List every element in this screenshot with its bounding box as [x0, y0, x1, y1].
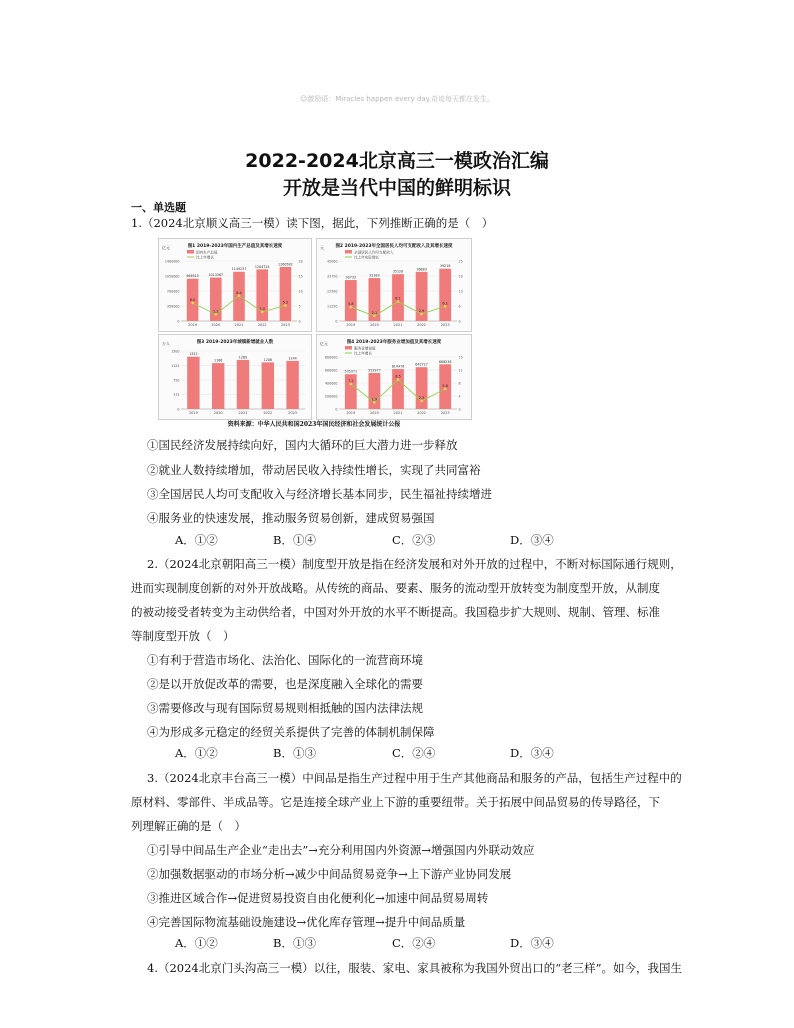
document-title: 2022-2024北京高三一模政治汇编	[245, 150, 549, 172]
q3-option-c[interactable]: C．②④	[392, 936, 436, 950]
y2-tick-label: 0	[458, 407, 461, 412]
legend-swatch-bar	[345, 346, 352, 350]
bar	[212, 363, 224, 409]
y-tick-label: 800000	[324, 355, 338, 360]
y-tick-label: 0	[335, 407, 338, 412]
chart-gdp	[159, 239, 311, 331]
growth-point	[397, 300, 400, 303]
q1-statement-3: ③全国居民人均可支配收入与经济增长基本同步，民生福祉持续增进	[147, 487, 492, 501]
bar-value-label: 1206	[263, 357, 272, 362]
y2-tick-label: 13	[458, 289, 463, 294]
chart-panel-4	[316, 334, 472, 420]
y-tick-label: 33750	[327, 274, 338, 279]
bar-value-label: 1260582	[278, 262, 293, 267]
y2-tick-label: 15	[298, 274, 303, 279]
y-tick-label: 600000	[324, 368, 338, 373]
y-tick-label: 1050000	[164, 274, 180, 279]
q2-option-b[interactable]: B．①③	[273, 746, 316, 760]
bar	[237, 360, 249, 409]
x-tick-label: 2019	[188, 411, 198, 415]
chart-title: 图3 2019-2023年城镇新增就业人数	[196, 340, 274, 345]
y2-tick-label: 4	[458, 394, 461, 399]
x-tick-label: 2021	[234, 323, 244, 327]
bar-value-label: 30733	[345, 275, 357, 280]
document-subtitle: 开放是当代中国的鲜明标识	[282, 177, 511, 199]
bar-value-label: 535371	[344, 369, 358, 374]
chart-y-unit: 万人	[162, 341, 170, 346]
y-tick-label: 1125	[171, 363, 180, 368]
growth-value-label: 6.0	[189, 298, 196, 302]
q3-statement-4: ④完善国际物流基础设施建设→优化库存管理→提升中间品质量	[147, 915, 466, 929]
growth-value-label: 5.8	[348, 302, 354, 307]
q1-option-d[interactable]: D．③④	[510, 533, 554, 547]
legend-label-line: 比上年实际增长	[354, 255, 380, 260]
figure-source: 资料来源：中华人民共和国2023年国民经济和社会发展统计公报	[227, 421, 401, 428]
q1-stem: 1.（2024北京顺义高三一模）读下图，据此，下列推断正确的是（ ）	[131, 216, 494, 230]
y-tick-label: 45000	[327, 259, 338, 264]
q3-option-d[interactable]: D．③④	[510, 936, 554, 950]
legend-label-line: 比上年增长	[354, 351, 372, 356]
growth-point	[444, 388, 447, 391]
y2-tick-label: 20	[298, 259, 303, 264]
growth-point	[420, 313, 423, 316]
x-tick-label: 2022	[257, 323, 267, 327]
growth-value-label: 8.5	[395, 374, 401, 379]
chart-employment	[159, 335, 311, 419]
y-tick-label: 0	[177, 407, 180, 412]
y2-tick-label: 15	[458, 355, 463, 360]
x-tick-label: 2022	[263, 411, 273, 415]
y-tick-label: 1400000	[164, 259, 180, 264]
chart-y-unit: 元	[320, 245, 324, 250]
growth-value-label: 8.1	[395, 296, 401, 301]
q2-statement-4: ④为形成多元稳定的经贸关系提供了完善的体制机制保障	[147, 725, 435, 739]
growth-point	[373, 401, 376, 404]
q2-stem-line-3: 的被动接受者转变为主动供给者，中国对外开放的水平不断提高。我国稳步扩大规则、规制、管理、标准	[131, 605, 660, 619]
x-tick-label: 2020	[369, 323, 379, 327]
y-tick-label: 0	[177, 319, 180, 324]
bar	[187, 357, 199, 409]
y-tick-label: 200000	[324, 394, 338, 399]
y-tick-label: 0	[335, 319, 338, 324]
x-tick-label: 2021	[393, 411, 403, 415]
growth-point	[215, 313, 218, 316]
q2-stem-line-4: 等制度型开放（ ）	[131, 629, 235, 643]
legend-label-line: 比上年增长	[196, 255, 214, 260]
bar	[286, 361, 298, 409]
x-tick-label: 2021	[393, 323, 403, 327]
bar-value-label: 1013567	[208, 273, 224, 278]
growth-point	[444, 305, 447, 308]
bar-value-label: 35128	[392, 269, 404, 274]
growth-point	[420, 400, 423, 403]
chart-panel-1	[158, 238, 312, 332]
growth-value-label: 8.4	[236, 290, 242, 295]
chart-title: 图2 2019-2023年全国居民人均可支配收入及其增长速度	[335, 244, 453, 249]
x-tick-label: 2022	[417, 411, 427, 415]
growth-value-label: 5.8	[442, 383, 448, 388]
bar	[439, 269, 451, 321]
bar	[280, 267, 292, 321]
growth-point	[350, 306, 353, 309]
x-tick-label: 2023	[288, 411, 298, 415]
legend-label-bar: 服务业增加值	[354, 346, 376, 351]
q1-statement-4: ④服务业的快速发展，推动服务贸易创新，建成贸易强国	[147, 511, 435, 525]
y-tick-label: 400000	[324, 381, 338, 386]
q2-statement-1: ①有利于营造市场化、法治化、国际化的一流营商环境	[147, 653, 423, 667]
growth-value-label: 2.9	[418, 309, 425, 314]
x-tick-label: 2019	[346, 411, 356, 415]
legend-swatch-bar	[187, 250, 194, 254]
y-tick-label: 22500	[327, 289, 338, 294]
chart-income	[317, 239, 471, 331]
bar	[262, 362, 274, 409]
q3-option-b[interactable]: B．①③	[273, 936, 316, 950]
q1-statement-1: ①国民经济发展持续向好，国内大循环的巨大潜力进一步释放	[147, 438, 458, 452]
q2-option-c[interactable]: C．②④	[392, 746, 436, 760]
y2-tick-label: 25	[458, 259, 463, 264]
x-tick-label: 2021	[238, 411, 248, 415]
growth-value-label: 2.3	[418, 396, 425, 401]
q2-option-a[interactable]: A．①②	[175, 746, 218, 760]
bar-value-label: 553977	[368, 368, 381, 373]
legend-label-bar: 国内生产总值	[196, 250, 218, 255]
bar-value-label: 688238	[438, 359, 452, 364]
q1-option-a[interactable]: A．①②	[175, 533, 218, 547]
q2-statement-2: ②是以开放促改革的需要，也是深度融入全球化的需要	[147, 677, 423, 691]
q3-statement-1: ①引导中间品生产企业“走出去”→充分利用国内外资源→增强国内外联动效应	[147, 843, 535, 857]
y2-tick-label: 0	[298, 319, 301, 324]
growth-value-label: 5.2	[282, 300, 289, 305]
q3-statement-3: ③推进区域合作→促进贸易投资自由化便利化→加速中间品贸易周转	[147, 891, 489, 905]
x-tick-label: 2022	[417, 323, 427, 327]
chart-y-unit: 亿元	[320, 341, 328, 346]
growth-value-label: 1.9	[371, 397, 378, 402]
x-tick-label: 2020	[369, 411, 379, 415]
q3-stem-line-1: 3.（2024北京丰台高三一模）中间品是指生产过程中用于生产其他商品和服务的产品，包括生产过程中的	[147, 771, 682, 785]
bar-value-label: 1269	[238, 355, 248, 360]
q2-statement-3: ③需要修改与现有国际贸易规则相抵触的国内法律法规	[147, 701, 423, 715]
legend-swatch-bar	[345, 250, 352, 254]
legend-label-bar: 全国居民人均可支配收入	[354, 250, 394, 255]
y2-tick-label: 11	[458, 368, 463, 373]
watermark-text: ☺激励语：Miracles happen every day.奇迹每天都在发生。	[299, 95, 495, 103]
x-tick-label: 2019	[346, 323, 356, 327]
q4-stem-line-1: 4.（2024北京门头沟高三一模）以往，服装、家电、家具被称为我国外贸出口的“老三样”。如今，我国生	[147, 961, 682, 975]
q3-statement-2: ②加强数据驱动的市场分析→减少中间品贸易竞争→上下游产业协同发展	[147, 867, 512, 881]
growth-point	[373, 315, 376, 318]
growth-value-label: 2.1	[371, 310, 378, 315]
y-tick-label: 375	[173, 392, 180, 397]
growth-point	[284, 304, 287, 307]
x-tick-label: 2023	[440, 323, 450, 327]
q3-option-a[interactable]: A．①②	[175, 936, 218, 950]
bar-value-label: 36883	[416, 267, 427, 272]
q2-stem-line-2: 进而实现制度创新的对外开放战略。从传统的商品、要素、服务的流动型开放转变为制度型开放，从制度	[131, 581, 660, 595]
y-tick-label: 700000	[166, 289, 180, 294]
chart-y-unit: 亿元	[162, 245, 170, 250]
q1-figure	[158, 238, 470, 424]
bar	[416, 367, 428, 409]
y2-tick-label: 5	[298, 304, 301, 309]
bar-value-label: 1186	[214, 358, 223, 363]
bar-value-label: 614476	[391, 364, 405, 369]
bar	[345, 280, 357, 321]
section-heading: 一、单选题	[131, 201, 186, 214]
chart-title: 图1 2019-2023年国内生产总值及其增长速度	[187, 244, 283, 249]
x-tick-label: 2023	[280, 323, 290, 327]
q1-option-c[interactable]: C．②③	[392, 533, 436, 547]
bar-value-label: 642727	[415, 362, 428, 367]
chart-panel-2	[316, 238, 472, 332]
bar-value-label: 32189	[369, 273, 380, 278]
growth-value-label: 6.1	[442, 301, 448, 306]
bar-value-label: 1204724	[254, 264, 270, 269]
q2-stem-line-1: 2.（2024北京朝阳高三一模）制度型开放是指在经济发展和对外开放的过程中，不断对标国际通行规则，	[147, 557, 682, 571]
x-tick-label: 2020	[213, 411, 223, 415]
y-tick-label: 1500	[171, 349, 180, 354]
y-tick-label: 750	[173, 378, 180, 383]
growth-value-label: 7.2	[348, 379, 354, 384]
bar-value-label: 1352	[189, 352, 198, 357]
growth-point	[238, 295, 241, 298]
growth-point	[191, 302, 194, 305]
y2-tick-label: 8	[458, 381, 461, 386]
chart-panel-3	[158, 334, 312, 420]
growth-value-label: 2.2	[213, 309, 219, 314]
y2-tick-label: 6	[458, 304, 461, 309]
x-tick-label: 2023	[440, 411, 450, 415]
bar-value-label: 39218	[439, 264, 451, 269]
y-tick-label: 350000	[166, 304, 180, 309]
q2-option-d[interactable]: D．③④	[510, 746, 554, 760]
growth-point	[261, 311, 264, 314]
chart-services	[317, 335, 471, 419]
y-tick-label: 11250	[327, 304, 338, 309]
q3-stem-line-2: 原材料、零部件、半成品等。它是连接全球产业上下游的重要纽带。关于拓展中间品贸易的传导路径，下	[131, 795, 660, 809]
growth-point	[350, 383, 353, 386]
growth-value-label: 3.0	[259, 307, 265, 311]
bar-value-label: 1244	[288, 356, 297, 361]
q1-statement-2: ②就业人数持续增加，带动居民收入持续性增长，实现了共同富裕	[147, 463, 481, 477]
chart-title: 图4 2019-2023年服务业增加值及其增长速度	[346, 340, 442, 345]
y2-tick-label: 10	[298, 289, 303, 294]
x-tick-label: 2020	[211, 323, 221, 327]
x-tick-label: 2019	[188, 323, 198, 327]
bar-value-label: 986515	[186, 274, 199, 279]
y2-tick-label: 0	[458, 319, 461, 324]
bar-value-label: 1149237	[231, 267, 247, 272]
q1-option-b[interactable]: B．①④	[273, 533, 316, 547]
growth-point	[397, 378, 400, 381]
y2-tick-label: 19	[458, 274, 463, 279]
q3-stem-line-3: 列理解正确的是（ ）	[131, 819, 246, 833]
